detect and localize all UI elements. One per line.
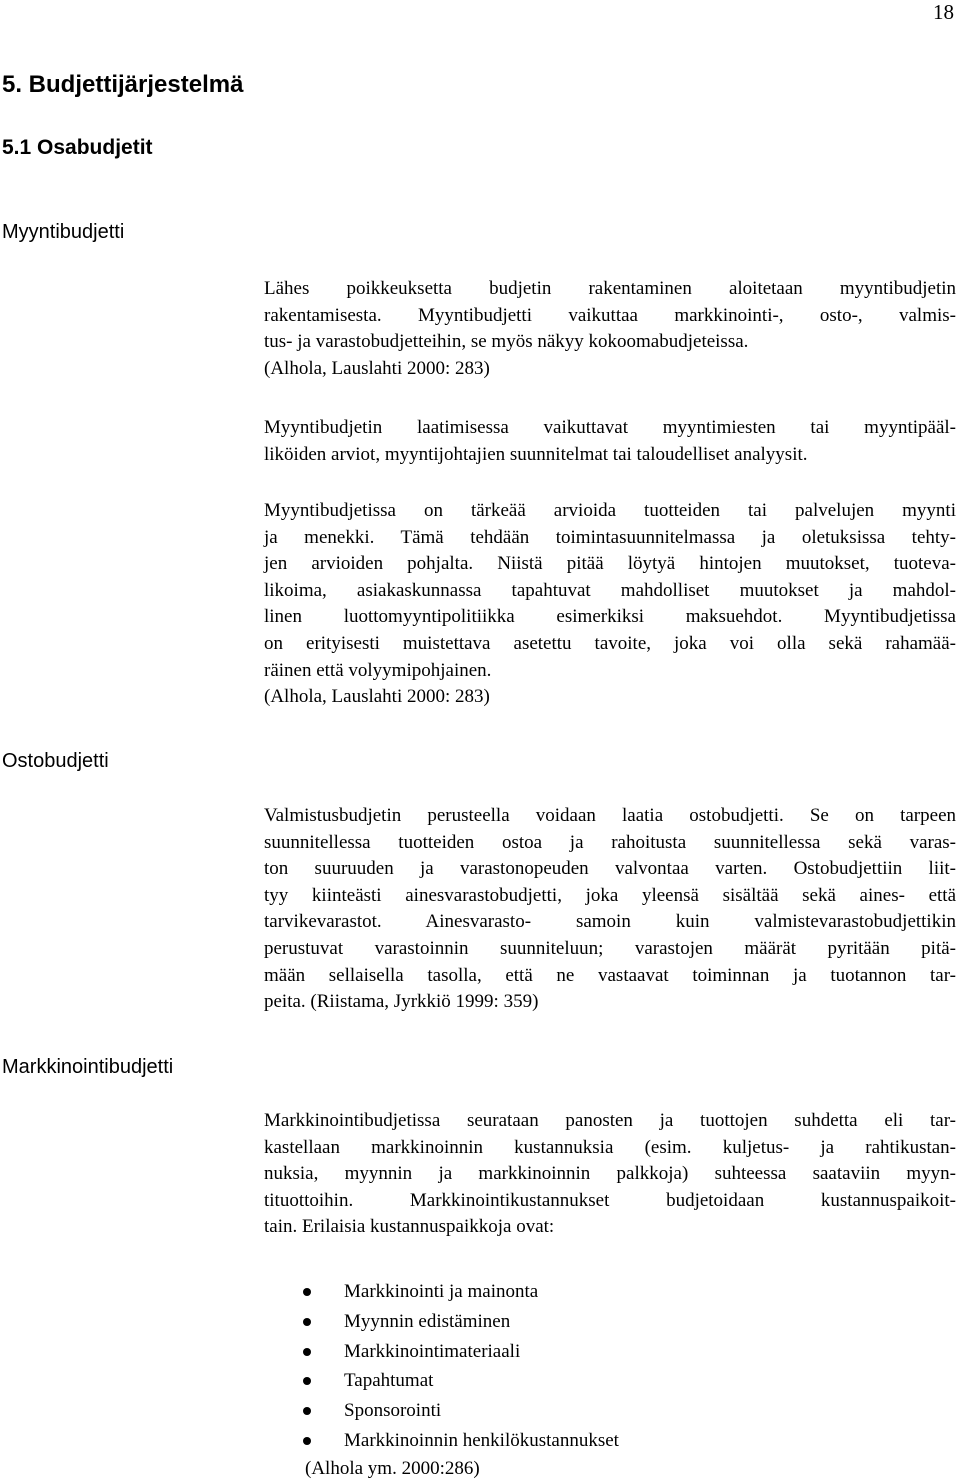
paragraph-line: Markkinointibudjetissa seurataan panosten ja tuottojen suhdetta eli tar- — [264, 1110, 956, 1131]
list-item-label: Markkinointimateriaali — [344, 1340, 521, 1362]
paragraph-line: Valmistusbudjetin perusteella voidaan laatia ostobudjetti. Se on tarpeen — [264, 805, 956, 826]
section-title: 5.1 Osabudjetit — [2, 136, 153, 159]
paragraph-line: jen arvioiden pohjalta. Niistä pitää löytyä hintojen muutokset, tuoteva- — [264, 553, 956, 575]
bullet-icon — [303, 1348, 311, 1356]
paragraph-line: nuksia, myynnin ja markkinoinnin palkkoja) suhteessa saataviin myyn- — [264, 1163, 956, 1185]
list-item-label: Markkinointi ja mainonta — [344, 1281, 539, 1302]
list-item — [300, 1277, 619, 1307]
paragraph-line: räinen että volyymipohjainen. — [264, 659, 492, 681]
paragraph-line: rakentamisesta. Myyntibudjetti vaikuttaa markkinointi-, osto-, valmis- — [264, 304, 956, 326]
paragraph-myynti-1 — [264, 276, 956, 382]
paragraph-line: tus- ja varastobudjetteihin, se myös näkyy kokoomabudjeteissa. — [264, 331, 749, 353]
side-label-markkinointibudjetti: Markkinointibudjetti — [2, 1056, 174, 1078]
paragraph-osto-1 — [264, 803, 956, 1016]
paragraph-line: Myyntibudjetissa on tärkeää arvioida tuotteiden tai palvelujen myynti — [264, 500, 956, 521]
list-item — [300, 1337, 619, 1367]
bullet-icon — [303, 1318, 311, 1326]
side-label-myyntibudjetti: Myyntibudjetti — [2, 221, 125, 243]
paragraph-line: Lähes poikkeuksetta budjetin rakentaminen aloitetaan myyntibudjetin — [264, 278, 956, 299]
paragraph-line: tarvikevarastot. Ainesvarasto- samoin kuin valmistevarastobudjettikin — [264, 911, 956, 933]
paragraph-markkinointi-1 — [264, 1108, 956, 1241]
page-number: 18 — [933, 0, 954, 24]
chapter-title: 5. Budjettijärjestelmä — [2, 71, 244, 98]
paragraph-myynti-3 — [264, 498, 956, 711]
bullet-icon — [303, 1377, 311, 1385]
bullet-icon — [303, 1288, 311, 1296]
paragraph-line: linen luottomyyntipolitiikka esimerkiksi maksuehdot. Myyntibudjetissa — [264, 606, 956, 628]
paragraph-line: (Alhola, Lauslahti 2000: 283) — [264, 357, 490, 379]
paragraph-line: ja menekki. Tämä tehdään toimintasuunnitelmassa ja oletuksissa tehty- — [264, 526, 956, 548]
paragraph-line: tain. Erilaisia kustannuspaikkoja ovat: — [264, 1216, 555, 1238]
bullet-icon — [303, 1437, 311, 1445]
paragraph-line: tituottoihin. Markkinointikustannukset budjetoidaan kustannuspaikoit- — [264, 1189, 956, 1211]
paragraph-line: tyy kiinteästi ainesvarastobudjetti, joka yleensä sisältää sekä aines- että — [264, 884, 956, 906]
list-item-label: Myynnin edistäminen — [344, 1310, 511, 1332]
paragraph-line: perustuvat varastoinnin suunniteluun; varastojen määrät pyritään pitä- — [264, 937, 956, 959]
list-item-label: Sponsorointi — [344, 1400, 442, 1422]
paragraph-line: suunnitellessa tuotteiden ostoa ja rahoitusta suunnitellessa sekä varas- — [264, 831, 956, 853]
list-item — [300, 1426, 619, 1456]
list-item — [300, 1396, 619, 1426]
list-item-label: Tapahtumat — [344, 1370, 434, 1392]
paragraph-line: mään sellaisella tasolla, että ne vastaavat toiminnan ja tuotannon tar- — [264, 964, 956, 986]
paragraph-line: kastellaan markkinoinnin kustannuksia (esim. kuljetus- ja rahtikustan- — [264, 1136, 956, 1158]
list-item — [300, 1307, 619, 1337]
cost-center-list — [300, 1277, 619, 1456]
paragraph-line: (Alhola, Lauslahti 2000: 283) — [264, 686, 490, 708]
paragraph-line: liköiden arviot, myyntijohtajien suunnitelmat tai taloudelliset analyysit. — [264, 443, 808, 465]
paragraph-myynti-2 — [264, 415, 956, 468]
paragraph-line: on erityisesti muistettava asetettu tavoite, joka voi olla sekä rahamää- — [264, 632, 956, 654]
paragraph-line: ton suuruuden ja varastonopeuden valvontaa varten. Ostobudjettiin liit- — [264, 858, 956, 880]
list-item-label: Markkinoinnin henkilökustannukset — [344, 1429, 619, 1451]
paragraph-line: likoima, asiakaskunnassa tapahtuvat mahdolliset muutokset ja mahdol- — [264, 579, 956, 601]
list-item — [300, 1366, 619, 1396]
bullet-icon — [303, 1407, 311, 1415]
citation-reference: (Alhola ym. 2000:286) — [305, 1458, 480, 1479]
paragraph-line: peita. (Riistama, Jyrkkiö 1999: 359) — [264, 991, 539, 1013]
paragraph-line: Myyntibudjetin laatimisessa vaikuttavat myyntimiesten tai myyntipääl- — [264, 417, 956, 438]
side-label-ostobudjetti: Ostobudjetti — [2, 750, 109, 772]
